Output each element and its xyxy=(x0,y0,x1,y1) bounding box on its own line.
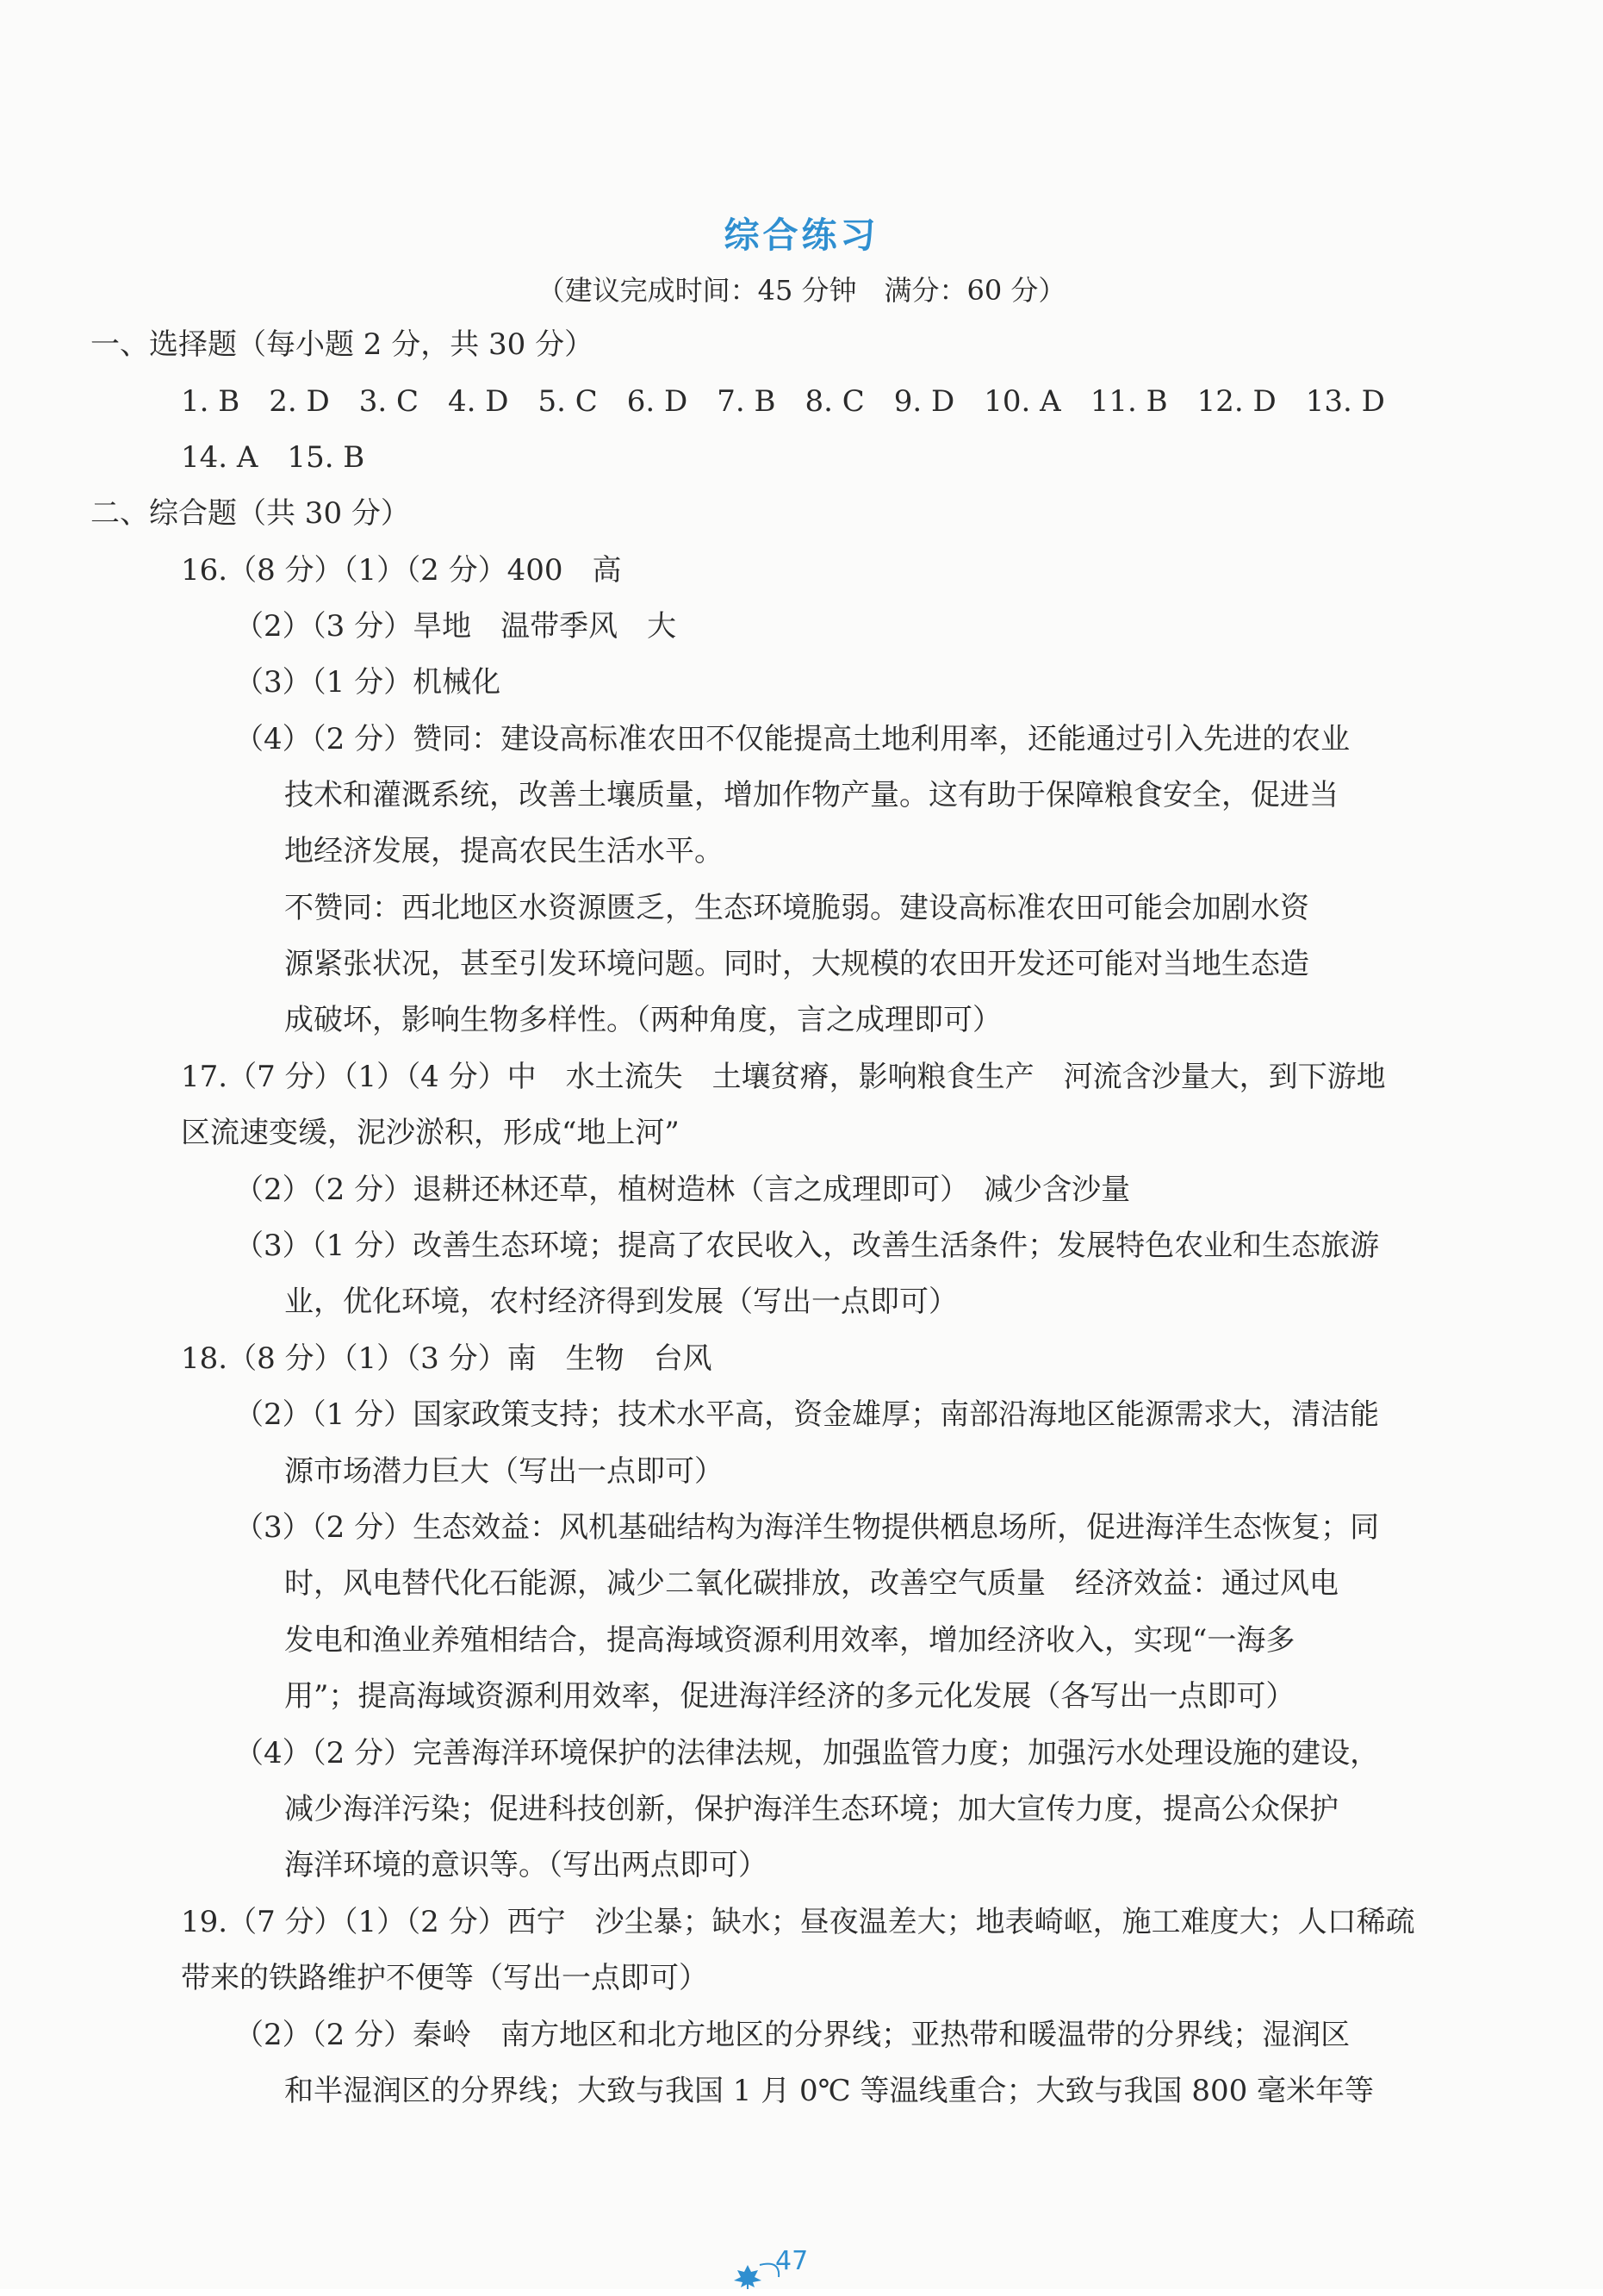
answer-line-choice-1: 1. B 2. D 3. C 4. D 5. C 6. D 7. B 8. C 9. D 10. A 11. B 12. D 13. D xyxy=(181,384,1385,419)
q17-part2: （2）（2 分）退耕还林还草，植树造林（言之成理即可） 减少含沙量 xyxy=(234,1173,1131,1207)
section-heading-comprehensive: 二、综合题（共 30 分） xyxy=(90,496,410,531)
q16-part4-line3: 地经济发展，提高农民生活水平。 xyxy=(284,834,724,868)
q18-head: 18.（8 分）（1）（3 分）南 生物 台风 xyxy=(181,1341,712,1376)
page-title: 综合练习 xyxy=(724,215,879,256)
page-number: 47 xyxy=(775,2246,809,2276)
q17-head-line2: 区流速变缓，泥沙淤积，形成“地上河” xyxy=(181,1116,680,1150)
q18-part4-line3: 海洋环境的意识等。（写出两点即可） xyxy=(284,1848,767,1882)
q16-head: 16.（8 分）（1）（2 分）400 高 xyxy=(181,553,622,588)
page-footer xyxy=(730,2246,834,2296)
maple-leaf-icon xyxy=(730,2262,782,2289)
q18-part3-line4: 用”；提高海域资源利用效率，促进海洋经济的多元化发展（各写出一点即可） xyxy=(284,1679,1295,1714)
q19-head: 19.（7 分）（1）（2 分）西宁 沙尘暴；缺水；昼夜温差大；地表崎岖，施工难度大；人口稀疏 xyxy=(181,1905,1415,1939)
q16-part4-line4: 不赞同：西北地区水资源匮乏，生态环境脆弱。建设高标准农田可能会加剧水资 xyxy=(284,891,1309,925)
q16-part4-line2: 技术和灌溉系统，改善土壤质量，增加作物产量。这有助于保障粮食安全，促进当 xyxy=(284,778,1339,812)
page-subtitle: （建议完成时间：45 分钟 满分：60 分） xyxy=(537,274,1066,307)
q16-part4-line1: （4）（2 分）赞同：建设高标准农田不仅能提高土地利用率，还能通过引入先进的农业 xyxy=(234,722,1351,756)
q16-part4-line6: 成破坏，影响生物多样性。（两种角度，言之成理即可） xyxy=(284,1003,1002,1037)
q18-part4-line2: 减少海洋污染；促进科技创新，保护海洋生态环境；加大宣传力度，提高公众保护 xyxy=(284,1792,1339,1826)
q16-part4-line5: 源紧张状况，甚至引发环境问题。同时，大规模的农田开发还可能对当地生态造 xyxy=(284,947,1309,981)
q17-part3-line2: 业，优化环境，农村经济得到发展（写出一点即可） xyxy=(284,1285,958,1319)
q16-part2: （2）（3 分）旱地 温带季风 大 xyxy=(234,609,677,644)
q17-head: 17.（7 分）（1）（4 分）中 水土流失 土壤贫瘠，影响粮食生产 河流含沙量大，到下游地 xyxy=(181,1060,1386,1094)
answer-line-choice-2: 14. A 15. B xyxy=(181,440,365,475)
q18-part2-line2: 源市场潜力巨大（写出一点即可） xyxy=(284,1454,724,1489)
q18-part3-line3: 发电和渔业养殖相结合，提高海域资源利用效率，增加经济收入，实现“一海多 xyxy=(284,1623,1295,1658)
q18-part3-line1: （3）（2 分）生态效益：风机基础结构为海洋生物提供栖息场所，促进海洋生态恢复；同 xyxy=(234,1510,1380,1545)
q18-part4-line1: （4）（2 分）完善海洋环境保护的法律法规，加强监管力度；加强污水处理设施的建设， xyxy=(234,1736,1380,1770)
q16-part3: （3）（1 分）机械化 xyxy=(234,665,501,700)
q18-part2-line1: （2）（1 分）国家政策支持；技术水平高，资金雄厚；南部沿海地区能源需求大，清洁能 xyxy=(234,1397,1380,1432)
q17-part3-line1: （3）（1 分）改善生态环境；提高了农民收入，改善生活条件；发展特色农业和生态旅游 xyxy=(234,1229,1380,1263)
q19-part2-line2: 和半湿润区的分界线；大致与我国 1 月 0℃ 等温线重合；大致与我国 800 毫米年等 xyxy=(284,2074,1375,2108)
q19-head-line2: 带来的铁路维护不便等（写出一点即可） xyxy=(181,1961,708,1995)
q18-part3-line2: 时，风电替代化石能源，减少二氧化碳排放，改善空气质量 经济效益：通过风电 xyxy=(284,1566,1339,1601)
section-heading-choice: 一、选择题（每小题 2 分，共 30 分） xyxy=(90,327,594,362)
q19-part2-line1: （2）（2 分）秦岭 南方地区和北方地区的分界线；亚热带和暖温带的分界线；湿润区 xyxy=(234,2018,1351,2052)
